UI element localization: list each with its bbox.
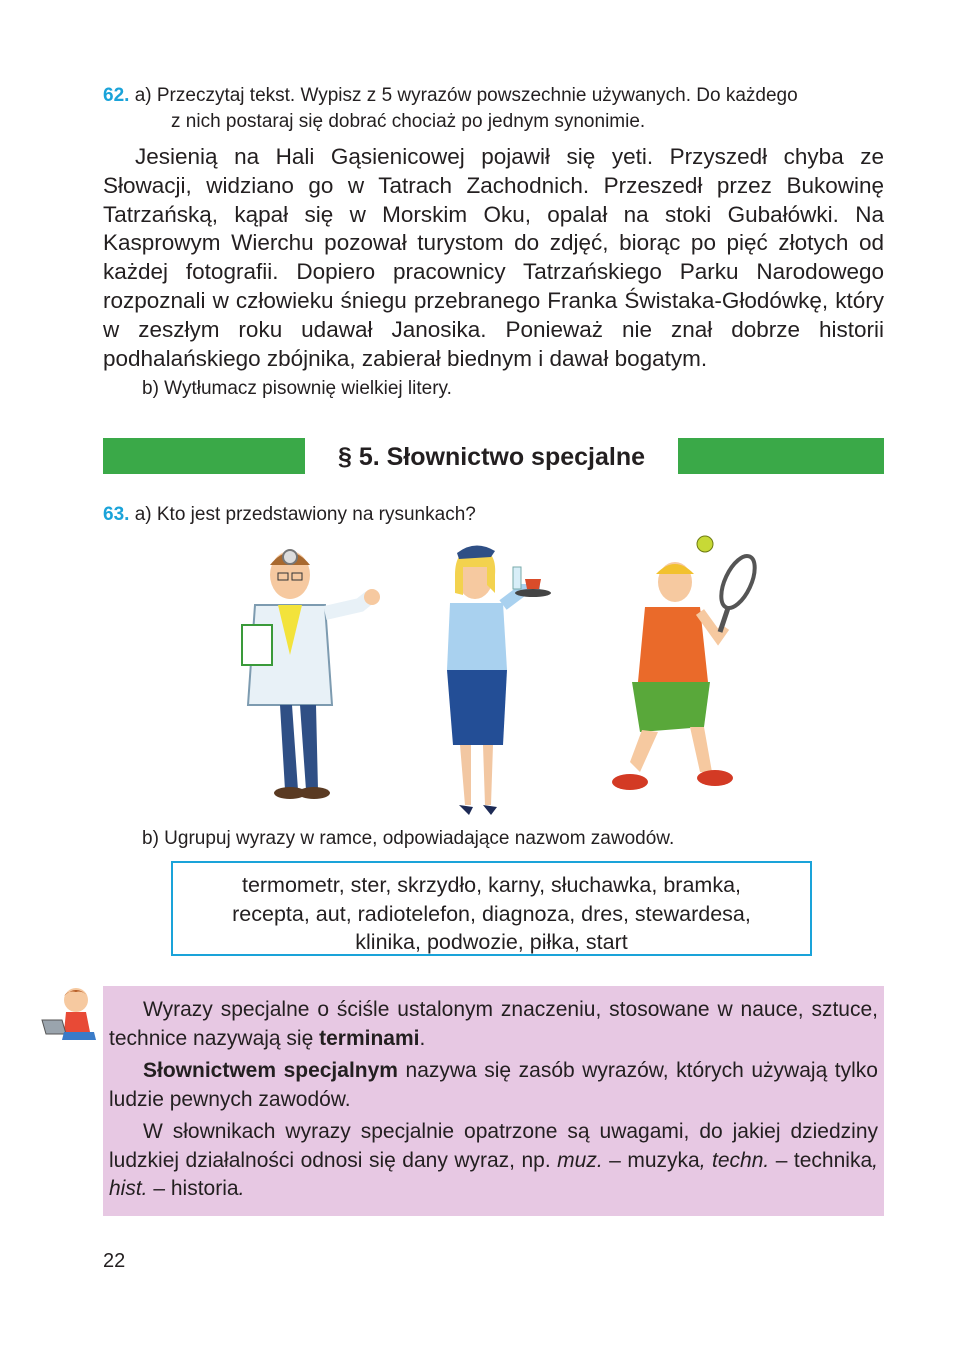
rule-paragraph-2 [109, 1057, 878, 1114]
exercise-62-text [103, 143, 884, 373]
rule-p1-text: Wyrazy specjalne o ściśle ustalonym znaczeniu, stosowane w nauce, sztuce, technice nazywają się [109, 998, 878, 1050]
rule-p2-text: nazywa się zasób wyrazów, których używają tylko ludzie pewnych zawodów. [109, 1059, 878, 1111]
term-terminy: terminami [319, 1026, 420, 1050]
abbr-muz: muz. [557, 1148, 603, 1172]
word-frame [171, 861, 812, 956]
rule-paragraph-3 [109, 1118, 878, 1204]
rule-p1-end: . [419, 1026, 426, 1050]
yeti-paragraph: Jesienią na Hali Gąsienicowej pojawił się yeti. Przyszedł chyba ze Słowacji, widziano go w Tatrach Zachodnich. Przeszedł przez Bukowinę Tatrzańską, kąpał się w Morskim Oku, opalał na stoki Gubałówki. Na Kasprowym Wierchu pozował turystom do zdjęć, biorąc po pięć złotych od każdej fotografii. Dopiero pracownicy Tatrzańskiego Parku Narodowego rozpoznali w człowieku śniegu przebranego Franka Świstaka-Głodówkę, który w zeszłym roku udawał Janosika. Ponieważ nie znał dobrze historii podhalańskiego zbójnika, zabierał biednym i dawał bogatym. [103, 144, 884, 371]
exp-historia: – historia [147, 1177, 239, 1200]
section-bar-left [103, 438, 305, 474]
tennis-player-illustration [600, 532, 760, 802]
rule-end: . [238, 1177, 245, 1200]
frame-line-2: recepta, aut, radiotelefon, diagnoza, dres, stewardesa, [232, 901, 751, 926]
section-title: § 5. Słownictwo specjalne [305, 438, 678, 474]
task-a-text: a) Kto jest przedstawiony na rysunkach? [134, 504, 476, 525]
exercise-number: 62. [103, 85, 130, 106]
exercise-number: 63. [103, 504, 130, 525]
rule-box [103, 986, 884, 1216]
abbr-hist: hist. [109, 1177, 148, 1200]
rule-p3-text: W słownikach wyrazy specjalnie opatrzone są uwagami, do jakiej dziedziny ludzkiej działalności odnosi się dany wyraz, np. [109, 1120, 878, 1172]
exercise-62-task-b: b) Wytłumacz pisownię wielkiej litery. [142, 378, 452, 399]
section-bar-right [678, 438, 884, 474]
exp-technika: – technika [769, 1148, 873, 1172]
exercise-62-task-a [103, 84, 893, 108]
exp-muzyka: – muzyka [602, 1148, 700, 1172]
rule-paragraph-1 [109, 996, 878, 1053]
boy-with-laptop-icon [38, 984, 100, 1042]
separator: , [872, 1148, 878, 1172]
doctor-illustration [220, 535, 390, 805]
frame-line-1: termometr, ster, skrzydło, karny, słuchawka, bramka, [241, 873, 742, 897]
task-a-line2: z nich postaraj się dobrać chociaż po jednym synonimie. [171, 111, 646, 132]
stewardess-illustration [425, 535, 555, 825]
page-number: 22 [103, 1250, 126, 1272]
frame-line-3: klinika, podwozie, piłka, start [355, 930, 628, 954]
separator: , [699, 1148, 713, 1172]
exercise-63-task-a [103, 503, 476, 527]
exercise-63-task-b: b) Ugrupuj wyrazy w ramce, odpowiadające nazwom zawodów. [142, 828, 675, 849]
task-a-line1: a) Przeczytaj tekst. Wypisz z 5 wyrazów powszechnie używanych. Do każdego [134, 85, 798, 106]
abbr-techn: techn. [712, 1148, 770, 1172]
term-slownictwo-specjalne: Słownictwem specjalnym [143, 1059, 398, 1082]
